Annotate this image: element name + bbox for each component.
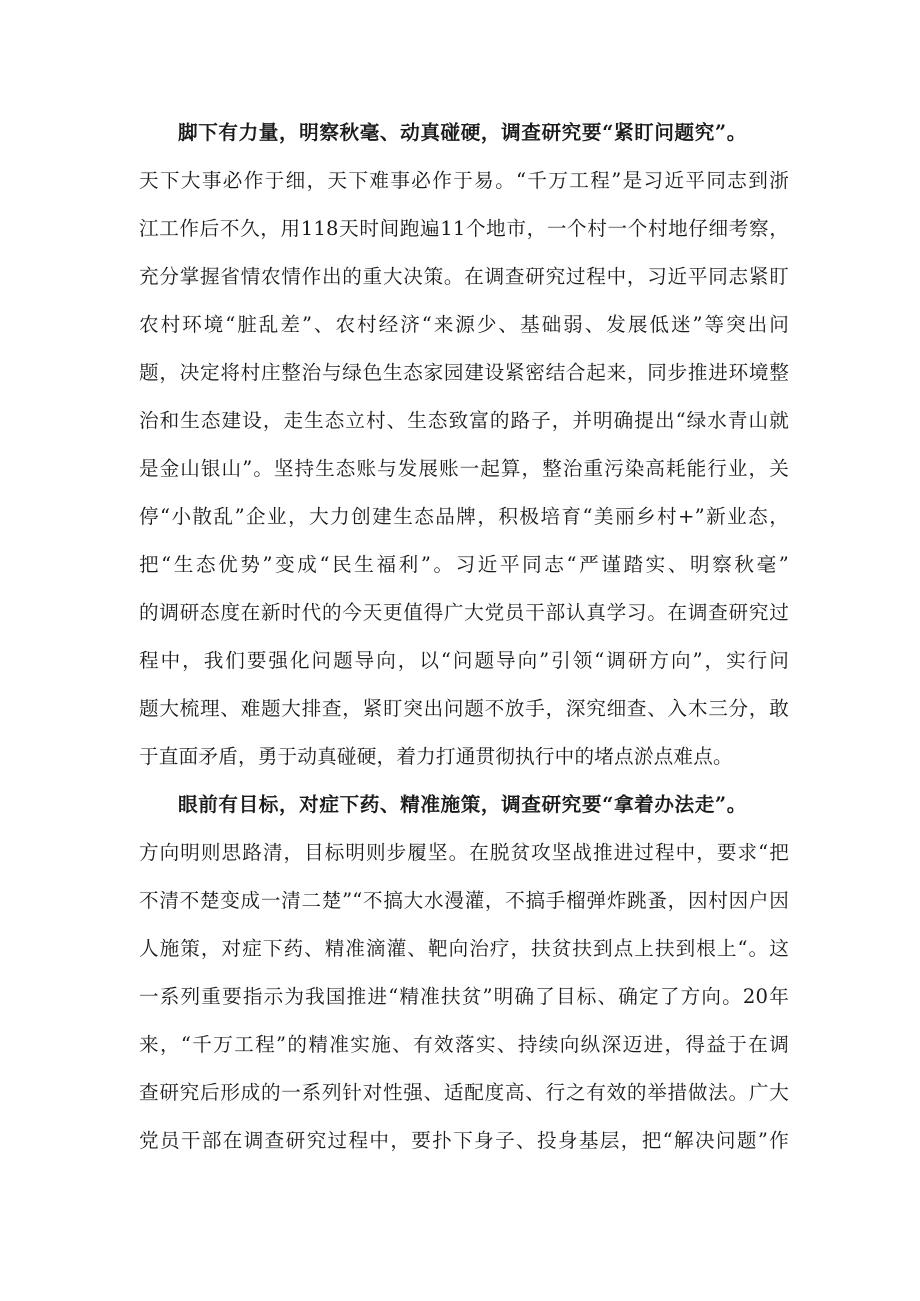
paragraph-line: 题大梳理、难题大排查，紧盯突出问题不放手，深究细查、入木三分，敢 <box>139 697 789 720</box>
paragraph-line: 题，决定将村庄整治与绿色生态家园建设紧密结合起来，同步推进环境整 <box>139 361 789 384</box>
paragraph-line: 方向明则思路清，目标明则步履坚。在脱贫攻坚战推进过程中，要求“把 <box>139 841 789 864</box>
paragraph-line: 的调研态度在新时代的今天更值得广大党员干部认真学习。在调查研究过 <box>139 601 789 624</box>
paragraph-line: 党员干部在调查研究过程中，要扑下身子、投身基层，把“解决问题”作 <box>139 1129 789 1152</box>
paragraph-line: 停“小散乱”企业，大力创建生态品牌，积极培育“美丽乡村+”新业态， <box>139 505 789 528</box>
paragraph-line: 天下大事必作于细，天下难事必作于易。“千万工程”是习近平同志到浙 <box>139 169 789 192</box>
paragraph-line: 程中，我们要强化问题导向，以“问题导向”引领“调研方向”，实行问 <box>139 649 789 672</box>
paragraph-line: 是金山银山”。坚持生态账与发展账一起算，整治重污染高耗能行业，关 <box>139 457 789 480</box>
section-heading: 眼前有目标，对症下药、精准施策，调查研究要“拿着办法走”。 <box>178 793 747 816</box>
paragraph-line: 来，“千万工程”的精准实施、有效落实、持续向纵深迈进，得益于在调 <box>139 1033 789 1056</box>
paragraph-line: 充分掌握省情农情作出的重大决策。在调查研究过程中，习近平同志紧盯 <box>139 265 789 288</box>
paragraph-line: 查研究后形成的一系列针对性强、适配度高、行之有效的举措做法。广大 <box>139 1081 789 1104</box>
paragraph-line: 不清不楚变成一清二楚”“不搞大水漫灌，不搞手榴弹炸跳蚤，因村因户因 <box>139 889 789 912</box>
paragraph-line: 治和生态建设，走生态立村、生态致富的路子，并明确提出“绿水青山就 <box>139 409 789 432</box>
paragraph-line: 于直面矛盾，勇于动真碰硬，着力打通贯彻执行中的堵点淤点难点。 <box>139 745 733 768</box>
paragraph-line: 江工作后不久，用118天时间跑遍11个地市，一个村一个村地仔细考察， <box>139 217 789 240</box>
paragraph-line: 农村环境“脏乱差”、农村经济“来源少、基础弱、发展低迷”等突出问 <box>139 313 789 336</box>
paragraph-line: 一系列重要指示为我国推进“精准扶贫”明确了目标、确定了方向。20年 <box>139 985 789 1008</box>
paragraph-line: 把“生态优势”变成“民生福利”。习近平同志“严谨踏实、明察秋毫” <box>139 553 789 576</box>
section-heading: 脚下有力量，明察秋毫、动真碰硬，调查研究要“紧盯问题究”。 <box>178 121 747 144</box>
paragraph-line: 人施策，对症下药、精准滴灌、靶向治疗，扶贫扶到点上扶到根上“。这 <box>139 937 789 960</box>
